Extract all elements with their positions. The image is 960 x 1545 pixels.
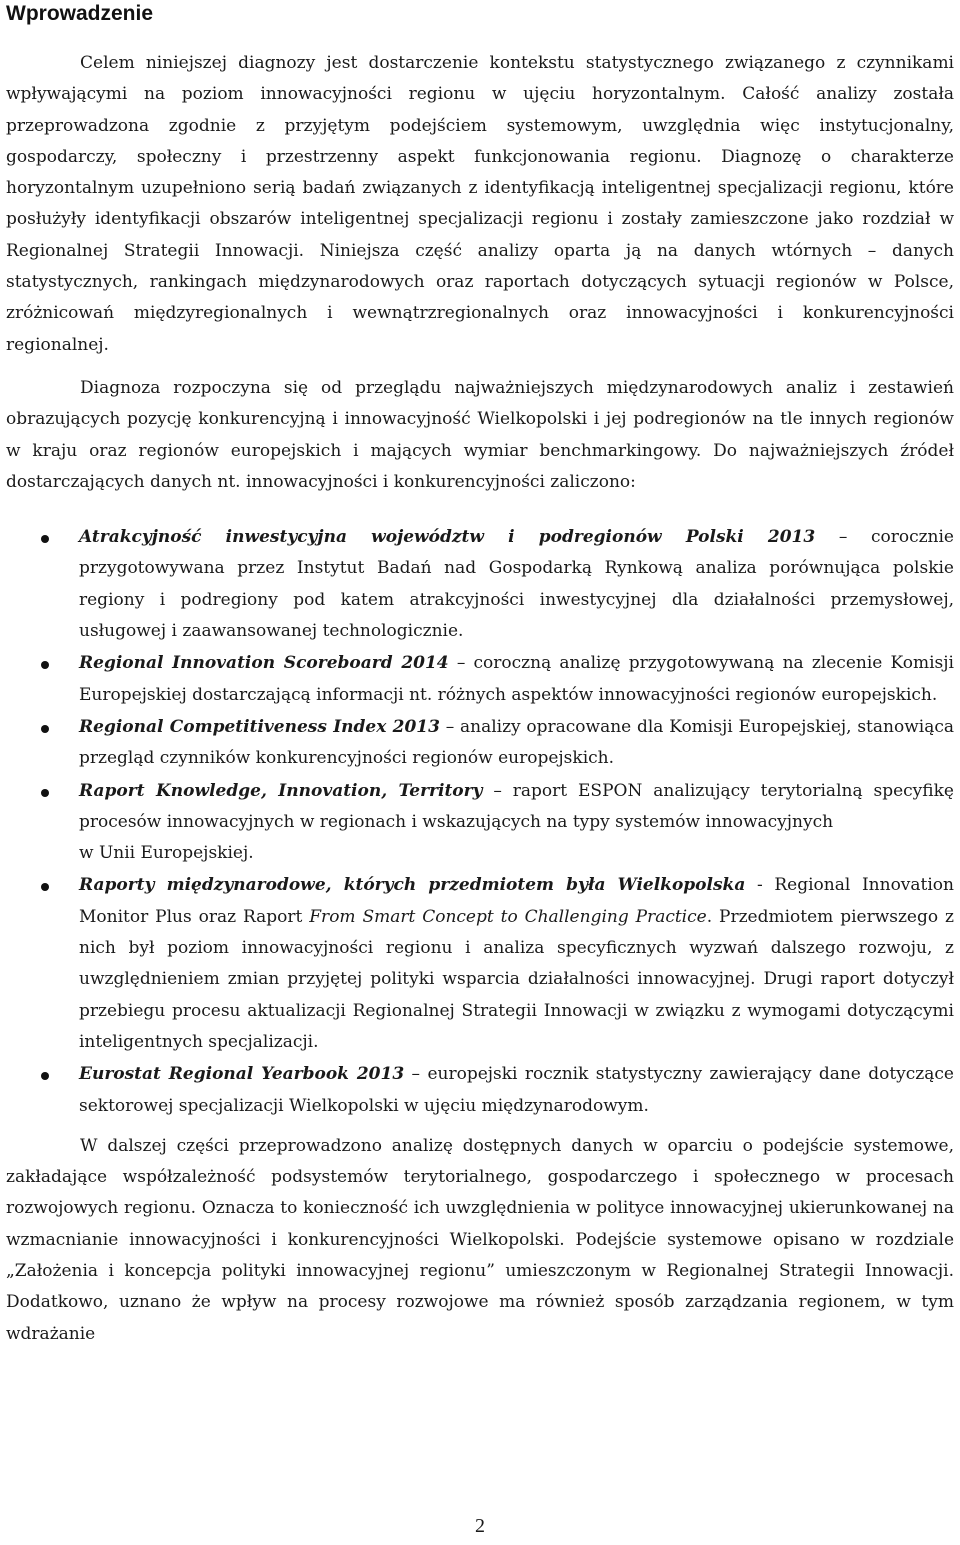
source-description: - Regional Innovation Monitor Plus oraz Raport (79, 875, 954, 927)
source-title: Raporty międzynarodowe, których przedmiotem była Wielkopolska (79, 875, 746, 896)
source-description-continued: w Unii Europejskiej. (79, 843, 254, 864)
analysis-paragraph: W dalszej części przeprowadzono analizę dostępnych danych w oparciu o podejście systemowe, zakładające współzależność podsystemów terytorialnego, gospodarczego i społecznego w procesach rozwojowych regionu. Oznacza to konieczność ich uwzględnienia w polityce innowacyjnej ukierunkowanej na wzmacnianie innowacyjności i konkurencyjności Wielkopolski. Podejście systemowe opisano w rozdziale „Założenia i koncepcja polityki innowacyjnej regionu” umieszczonym w Regionalnej Strategii Innowacji. Dodatkowo, uznano że wpływ na procesy rozwojowe ma również sposób zarządzania regionem, w tym wdrażanie (6, 1135, 954, 1344)
list-item (6, 776, 954, 870)
bullet-icon (41, 883, 49, 891)
source-description-continued: . Przedmiotem pierwszego z nich był poziom innowacyjności regionu i analiza specyficznych wyzwań dalszego rozwoju, z uwzględnieniem zmian przyjętej polityki wsparcia działalności innowacyjnej. Drugi raport dotyczył przebiegu procesu aktualizacji Regionalnej Strategii Innowacji w związku z wymogami dotyczącymi inteligentnych specjalizacji. (79, 906, 954, 1052)
intro-paragraph: Celem niniejszej diagnozy jest dostarczenie kontekstu statystycznego związanego z czynnikami wpływającymi na poziom innowacyjności regionu w ujęciu horyzontalnym. Całość analizy została przeprowadzona zgodnie z przyjętym podejściem systemowym, uwzględnia więc instytucjonalny, gospodarczy, społeczny i przestrzenny aspekt funkcjonowania regionu. Diagnozę o charakterze horyzontalnym uzupełniono serią badań związanych z identyfikacją inteligentnej specjalizacji regionu, które posłużyły identyfikacji obszarów inteligentnej specjalizacji regionu i zostały zamieszczone jako rozdział w Regionalnej Strategii Innowacji. Niniejsza część analizy oparta ją na danych wtórnych – danych statystycznych, rankingach międzynarodowych oraz raportach dotyczących sytuacji regionów w Polsce, zróżnicowań międzyregionalnych i wewnątrzregionalnych oraz innowacyjności i konkurencyjności regionalnej. (6, 53, 954, 355)
sources-intro-paragraph: Diagnoza rozpoczyna się od przeglądu najważniejszych międzynarodowych analiz i zestawień obrazujących pozycję konkurencyjną i innowacyjność Wielkopolski i jej podregionów na tle innych regionów w kraju oraz regionów europejskich i mających wymiar benchmarkingowy. Do najważniejszych źródeł dostarczających danych nt. innowacyjności i konkurencyjności zaliczono: (6, 377, 954, 492)
source-description: – europejski rocznik statystyczny zawierający dane dotyczące sektorowej specjalizacji Wielkopolski w ujęciu międzynarodowym. (79, 1064, 954, 1116)
list-item (6, 1059, 954, 1122)
page-number: 2 (475, 1515, 485, 1537)
list-item (6, 648, 954, 711)
section-heading: Wprowadzenie (6, 2, 154, 25)
source-description: – raport ESPON analizujący terytorialną specyfikę procesów innowacyjnych w regionach i wskazujących na typy systemów innowacyjnych (79, 780, 954, 832)
source-title: Eurostat Regional Yearbook 2013 (79, 1064, 405, 1085)
list-item (6, 522, 954, 647)
bullet-icon (41, 1072, 49, 1080)
source-title: Regional Competitiveness Index 2013 (79, 716, 440, 737)
bullet-icon (41, 789, 49, 797)
source-title: Atrakcyjność inwestycyjna województw i podregionów Polski 2013 (79, 527, 816, 548)
report-title-italic: From Smart Concept to Challenging Practice (309, 906, 707, 927)
sources-list (6, 522, 954, 1122)
bullet-icon (41, 725, 49, 733)
source-title: Regional Innovation Scoreboard 2014 (79, 653, 449, 674)
list-item (6, 870, 954, 1058)
source-description: – coroczną analizę przygotowywaną na zlecenie Komisji Europejskiej dostarczającą informacji nt. różnych aspektów innowacyjności regionów europejskich. (79, 653, 954, 705)
source-description: – corocznie przygotowywana przez Instytut Badań nad Gospodarką Rynkową analiza porównująca polskie regiony i podregiony pod katem atrakcyjności inwestycyjnej dla działalności przemysłowej, usługowej i zaawansowanej technologicznie. (79, 527, 954, 642)
source-description: – analizy opracowane dla Komisji Europejskiej, stanowiąca przegląd czynników konkurencyjności regionów europejskich. (79, 716, 954, 769)
bullet-icon (41, 661, 49, 669)
list-item (6, 712, 954, 775)
bullet-icon (41, 535, 49, 543)
source-title: Raport Knowledge, Innovation, Territory (79, 780, 483, 801)
